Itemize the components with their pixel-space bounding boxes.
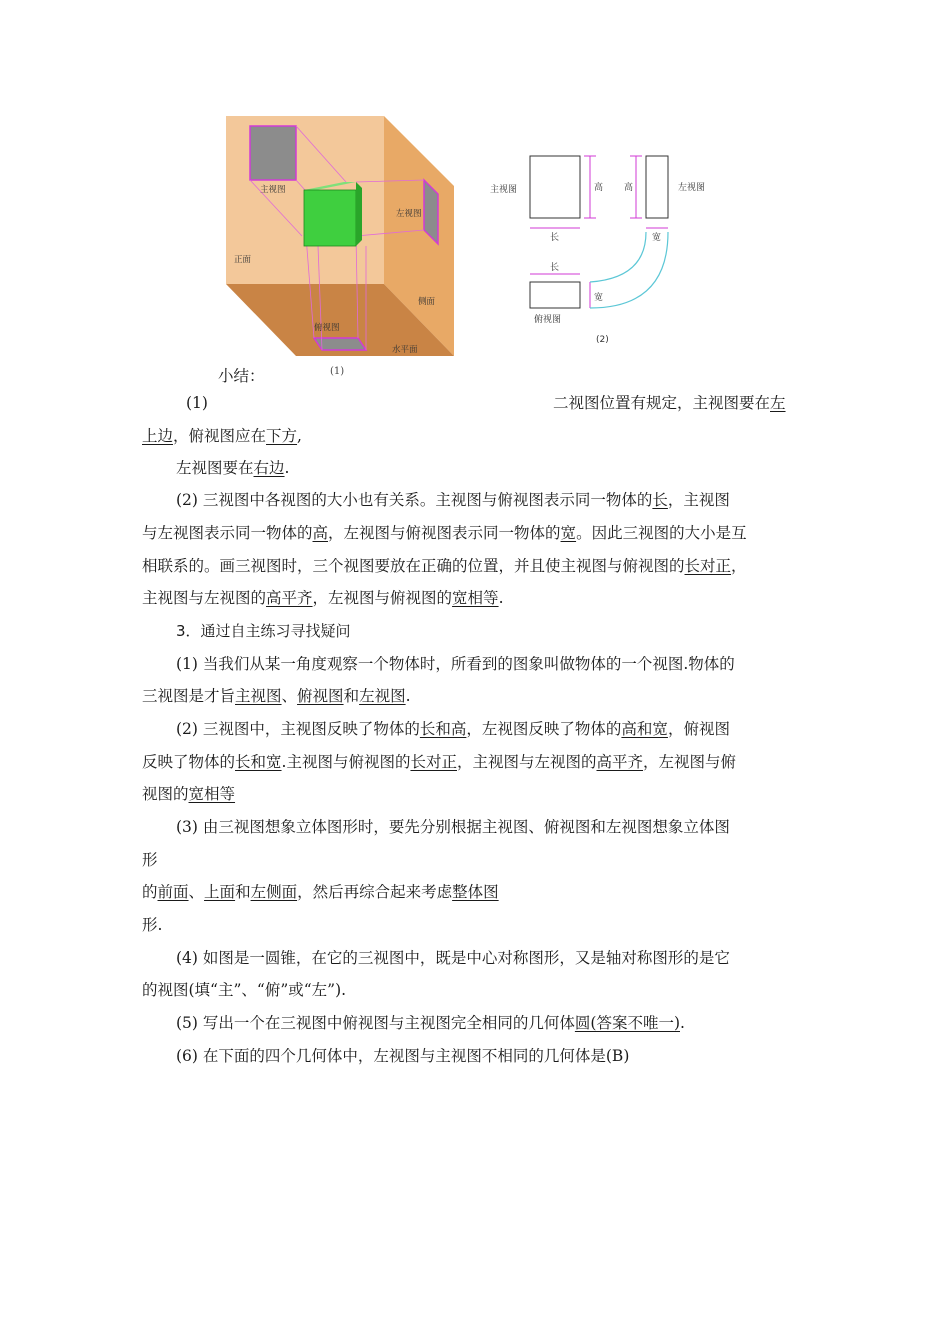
fig2-label-width2: 宽 — [594, 293, 604, 303]
summary-p1-text-a: 二视图位置有规定，主视图要在 — [553, 394, 771, 412]
summary-p2-line4: 主视图与左视图的高平齐，左视图与俯视图的宽相等. — [142, 589, 504, 607]
summary-p1-answer-right: 右边 — [253, 459, 285, 477]
q4-line2: 的视图(填“主”、“俯”或“左”). — [142, 981, 347, 999]
summary-p2-line3: 相联系的。画三视图时，三个视图要放在正确的位置，并且使主视图与俯视图的长对正， — [142, 557, 747, 575]
q6-line: (6) 在下面的四个几何体中，左视图与主视图不相同的几何体是(B) — [176, 1047, 630, 1065]
fig2-label-width1: 宽 — [652, 233, 662, 243]
front-view-projection — [250, 126, 296, 180]
section3-heading: 3．通过自主练习寻找疑问 — [176, 622, 351, 640]
summary-p2-line1: (2) 三视图中各视图的大小也有关系。主视图与俯视图表示同一物体的长，主视图 — [176, 491, 730, 509]
summary-p1-num: (1) — [186, 394, 208, 412]
front-view-box — [530, 156, 580, 218]
q3-line1: (3) 由三视图想象立体图形时，要先分别根据主视图、俯视图和左视图想象立体图 — [176, 818, 730, 836]
label-top-view: 俯视图 — [314, 323, 340, 333]
q2-line2: 反映了物体的长和宽.主视图与俯视图的长对正，主视图与左视图的高平齐，左视图与俯 — [142, 753, 737, 771]
q2-line3: 视图的宽相等 — [142, 785, 236, 803]
fig2-label-length2: 长 — [550, 263, 560, 273]
label-front-view: 主视图 — [260, 185, 286, 195]
figure2-caption: (2) — [596, 335, 609, 345]
projection-box-figure — [226, 116, 454, 362]
summary-p1-line3: 左视图要在右边. — [176, 459, 290, 477]
figure1-caption: (1) — [330, 366, 345, 377]
top-view-box — [530, 282, 580, 308]
label-side-face: 侧面 — [418, 297, 436, 307]
q3-line4: 形. — [142, 916, 163, 934]
fig2-label-height1: 高 — [594, 183, 604, 193]
q3-line3: 的前面、上面和左侧面，然后再综合起来考虑整体图 — [142, 883, 499, 901]
summary-p1-line1 — [142, 393, 822, 413]
summary-p1-answer-left: 左 — [770, 394, 786, 412]
fig2-label-left-view: 左视图 — [678, 183, 706, 193]
label-front-face: 正面 — [234, 255, 252, 265]
fig2-label-length1: 长 — [550, 233, 560, 243]
label-horizontal-face: 水平面 — [392, 345, 418, 355]
summary-p1-line2: 上边，俯视图应在下方, — [142, 427, 302, 445]
summary-heading: 小结： — [218, 367, 265, 385]
cube-side — [356, 182, 362, 246]
q2-line1: (2) 三视图中，主视图反映了物体的长和高，左视图反映了物体的高和宽，俯视图 — [176, 720, 730, 738]
cube-front — [304, 190, 356, 246]
summary-p2-line2: 与左视图表示同一物体的高，左视图与俯视图表示同一物体的宽。因此三视图的大小是互 — [142, 524, 747, 542]
summary-p1-answer-top: 上边 — [142, 427, 174, 445]
left-view-box — [646, 156, 668, 218]
label-left-view: 左视图 — [396, 209, 422, 219]
fig2-label-front-view: 主视图 — [490, 185, 518, 195]
three-view-figure — [488, 150, 728, 350]
q1-line2: 三视图是才旨主视图、俯视图和左视图. — [142, 687, 411, 705]
summary-p1-answer-below: 下方 — [266, 427, 298, 445]
q5-answer: 圆(答案不唯一) — [574, 1014, 680, 1032]
projection-box-svg — [226, 116, 454, 362]
q1-line1: (1) 当我们从某一角度观察一个物体时，所看到的图象叫做物体的一个视图.物体的 — [176, 655, 735, 673]
fig2-label-height2: 高 — [624, 183, 634, 193]
summary-p2-answer-length: 长 — [652, 491, 668, 509]
q5-line: (5) 写出一个在三视图中俯视图与主视图完全相同的几何体圆(答案不唯一). — [176, 1014, 685, 1032]
three-view-svg — [488, 150, 728, 350]
q3-line2: 形 — [142, 851, 158, 869]
fig2-label-top-view: 俯视图 — [534, 315, 562, 325]
q4-line1: (4) 如图是一圆锥，在它的三视图中，既是中心对称图形，又是轴对称图形的是它 — [176, 949, 730, 967]
